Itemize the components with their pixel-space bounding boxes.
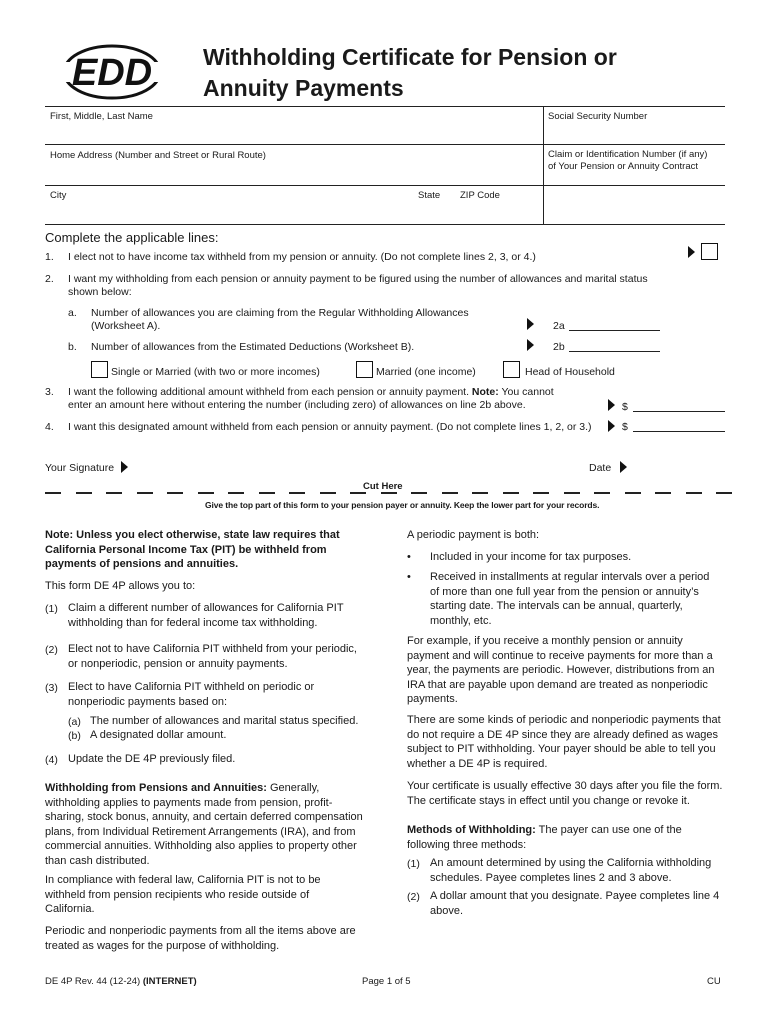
cut-dash: [45, 492, 61, 494]
cut-dash: [381, 492, 397, 494]
item-3a: The number of allowances and marital status specified.: [90, 715, 359, 727]
arrow-right-icon: [121, 461, 128, 473]
rule: [45, 144, 725, 145]
cut-dash: [686, 492, 702, 494]
item-4: Update the DE 4P previously filed.: [68, 753, 236, 765]
line-2-text: I want my withholding from each pension or annuity payment to be figured using the number of allowances and marital status shown below:: [68, 273, 648, 298]
cut-here-label: Cut Here: [360, 481, 406, 492]
item-number: (b): [68, 730, 81, 742]
head-of-household-checkbox[interactable]: [503, 361, 520, 378]
rule: [45, 106, 725, 107]
cut-dash: [564, 492, 580, 494]
line-number: a.: [68, 307, 77, 319]
cut-dash: [167, 492, 183, 494]
withholding-pensions: Withholding from Pensions and Annuities: Generally, withholding applies to payments made from pension, profit-sharing, stock bonus, annuity, and certain deferred compensation plans, from Individual Retirement Arrangements (IRA), and from commercial annuities. Withholding also applies to property other than cash distributed.: [45, 782, 363, 867]
cut-dash: [442, 492, 458, 494]
item-number: (4): [45, 754, 58, 766]
cut-dash: [198, 492, 214, 494]
item-number: (2): [407, 891, 420, 903]
line-number: b.: [68, 341, 77, 353]
line-4-text: I want this designated amount withheld from each pension or annuity payment. (Do not complete lines 1, 2, or 3.): [68, 421, 592, 433]
form-title: Withholding Certificate for Pension or Annuity Payments: [203, 44, 617, 101]
item-number: (1): [45, 603, 58, 615]
arrow-right-icon: [608, 420, 615, 432]
item-number: (1): [407, 858, 420, 870]
item-number: (3): [45, 682, 58, 694]
signature-input[interactable]: [134, 475, 574, 476]
cut-dash: [320, 492, 336, 494]
bullet-1: Included in your income for tax purposes.: [430, 551, 632, 563]
cut-dash: [472, 492, 488, 494]
rule: [45, 185, 725, 186]
cut-dash: [503, 492, 519, 494]
line-number: 2.: [45, 273, 54, 285]
item-number: (a): [68, 716, 81, 728]
line-4-input[interactable]: [633, 431, 725, 432]
arrow-right-icon: [608, 399, 615, 411]
line-number: 4.: [45, 421, 54, 433]
line-number: 1.: [45, 251, 54, 263]
cut-dash: [137, 492, 153, 494]
line-2b-text: Number of allowances from the Estimated Deductions (Worksheet B).: [91, 341, 415, 353]
arrow-right-icon: [688, 246, 695, 258]
edd-logo: [62, 44, 162, 100]
cut-dash: [228, 492, 244, 494]
state-field[interactable]: State: [418, 190, 441, 201]
rule: [45, 224, 725, 225]
method-2: A dollar amount that you designate. Payee completes line 4 above.: [430, 890, 720, 917]
single-label: Single or Married (with two or more incomes): [111, 366, 320, 378]
dollar-sign: $: [622, 401, 628, 413]
married-checkbox[interactable]: [356, 361, 373, 378]
svg-text:EDD: EDD: [71, 52, 153, 94]
line-2b-label: 2b: [553, 341, 565, 353]
cut-dash: [289, 492, 305, 494]
line-2a-input[interactable]: [569, 330, 660, 331]
note-text: Note: Unless you elect otherwise, state law requires that California Personal Income Tax (PIT) be withheld from payments of pensions and annuities.: [45, 529, 340, 570]
item-number: (2): [45, 644, 58, 656]
cut-dash: [533, 492, 549, 494]
arrow-right-icon: [527, 318, 534, 330]
line-3-text: I want the following additional amount withheld from each pension or annuity payment. Note: You cannot enter an amount here without entering the number (including zero) of allowances on line 2b above.: [68, 386, 554, 411]
line-2a-text: Number of allowances you are claiming from the Regular Withholding Allowances (Worksheet A).: [91, 307, 469, 332]
federal-text: In compliance with federal law, California PIT is not to be withheld from pension recipients who reside outside of California.: [45, 874, 321, 915]
rule: [543, 106, 544, 224]
arrow-right-icon: [620, 461, 627, 473]
cut-dash: [411, 492, 427, 494]
cu-label: CU: [707, 976, 721, 987]
ssn-field[interactable]: Social Security Number: [548, 111, 648, 122]
line-1-text: I elect not to have income tax withheld from my pension or annuity. (Do not complete lines 2, 3, or 4.): [68, 251, 536, 263]
cut-dash: [625, 492, 641, 494]
periodic-text: Periodic and nonperiodic payments from all the items above are treated as wages for the purpose of withholding.: [45, 925, 356, 952]
methods-text: Methods of Withholding: The payer can use one of the following three methods:: [407, 824, 682, 851]
effective-text: Your certificate is usually effective 30 days after you file the form. The certificate stays in effect until you change or revoke it.: [407, 780, 723, 807]
item-1: Claim a different number of allowances for California PIT withholding than for federal income tax withholding.: [68, 602, 344, 629]
address-field[interactable]: Home Address (Number and Street or Rural Route): [50, 150, 266, 161]
claim-number-field[interactable]: Claim or Identification Number (if any) of Your Pension or Annuity Contract: [548, 149, 708, 172]
signature-label: Your Signature: [45, 462, 115, 474]
left-column: [45, 528, 370, 572]
item-3: Elect to have California PIT withheld on periodic or nonperiodic payments based on:: [68, 681, 315, 708]
cut-dash: [716, 492, 732, 494]
allows-text: This form DE 4P allows you to:: [45, 580, 196, 592]
line-2a-label: 2a: [553, 320, 565, 332]
bullet-2: Received in installments at regular intervals over a period of more than one full year from the pension or annuity’s starting date. The intervals can be annual, quarterly, monthly, etc.: [430, 571, 710, 627]
line-2b-input[interactable]: [569, 351, 660, 352]
example-text: For example, if you receive a monthly pension or annuity payment and will continue to receive payments for more than a year, the payments are periodic. However, distributions from an IRA that are payable upon demand are treated as nonperiodic payments.: [407, 635, 715, 705]
cut-dash: [594, 492, 610, 494]
cut-dash: [106, 492, 122, 494]
dollar-sign: $: [622, 421, 628, 433]
single-checkbox[interactable]: [91, 361, 108, 378]
give-instructions: Give the top part of this form to your pension payer or annuity. Keep the lower part for your records.: [205, 500, 600, 510]
item-3b: A designated dollar amount.: [90, 729, 227, 741]
bullet: •: [407, 551, 411, 563]
head-of-household-label: Head of Household: [525, 366, 615, 378]
cut-dash: [655, 492, 671, 494]
name-field[interactable]: First, Middle, Last Name: [50, 111, 153, 122]
cut-dash: [350, 492, 366, 494]
married-label: Married (one income): [376, 366, 476, 378]
cut-dash: [76, 492, 92, 494]
form-number: DE 4P Rev. 44 (12-24) (INTERNET): [45, 976, 197, 987]
cut-dash: [259, 492, 275, 494]
lines-heading: Complete the applicable lines:: [45, 230, 219, 245]
item-2: Elect not to have California PIT withheld from your periodic, or nonperiodic, pension or annuity payments.: [68, 643, 357, 670]
arrow-right-icon: [527, 339, 534, 351]
bullet: •: [407, 571, 411, 583]
kinds-text: There are some kinds of periodic and nonperiodic payments that do not require a DE 4P since they are already defined as wages subject to PIT withholding. Your payer should be able to tell you whether a DE 4P is required.: [407, 714, 721, 770]
line-number: 3.: [45, 386, 54, 398]
line-1-checkbox[interactable]: [701, 243, 718, 260]
city-field[interactable]: City: [50, 190, 67, 201]
zip-field[interactable]: ZIP Code: [460, 190, 500, 201]
date-label: Date: [589, 462, 612, 474]
line-3-input[interactable]: [633, 411, 725, 412]
page-number: Page 1 of 5: [362, 976, 411, 987]
periodic-intro: A periodic payment is both:: [407, 529, 540, 541]
method-1: An amount determined by using the California withholding schedules. Payee completes lines 2 and 3 above.: [430, 857, 712, 884]
